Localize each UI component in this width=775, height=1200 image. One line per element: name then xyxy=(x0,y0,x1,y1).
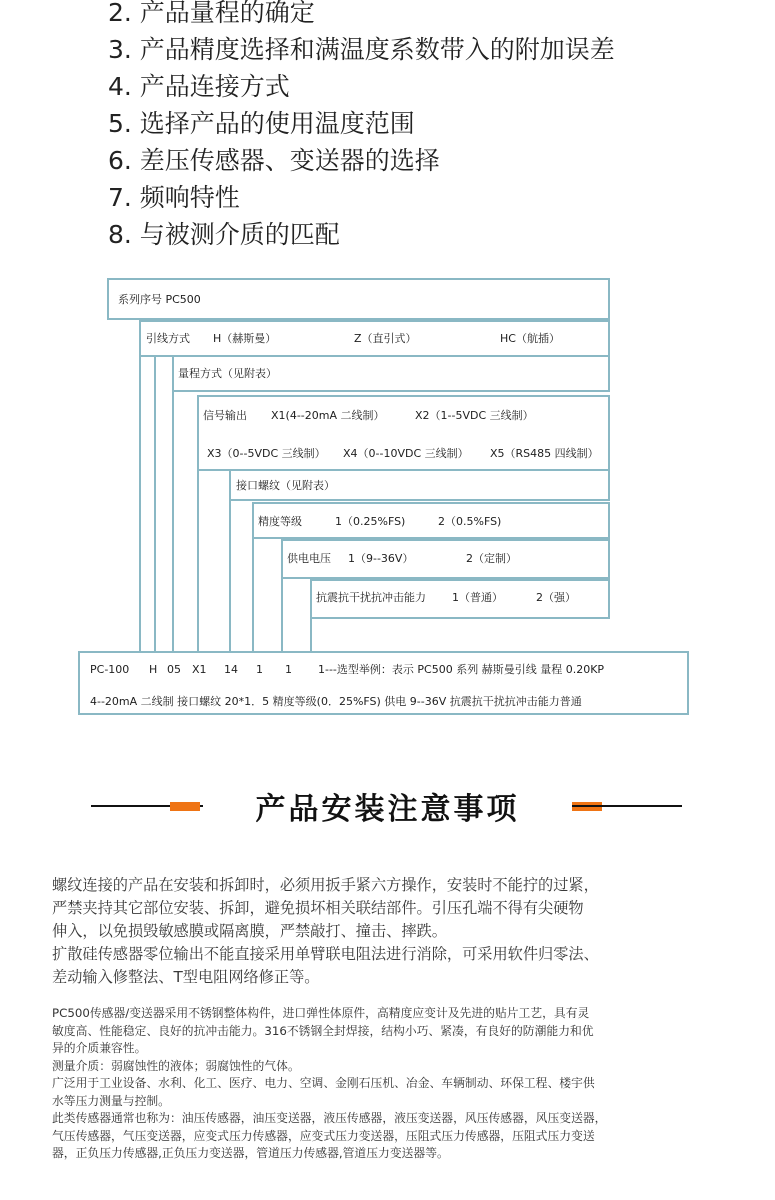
text-line: 伸入，以免损毁敏感膜或隔离膜，严禁敲打、撞击、摔跌。 xyxy=(52,922,447,940)
text-line: 气压传感器，气压变送器，应变式压力传感器，应变式压力变送器，压阻式压力传感器，压阻式压力变送 xyxy=(52,1128,595,1143)
box-power xyxy=(282,540,609,578)
lead-option: HC（航插） xyxy=(500,332,560,345)
text-line: 异的介质兼容性。 xyxy=(52,1041,147,1055)
shock-option: 2（强） xyxy=(536,591,576,604)
example-code: 1 xyxy=(256,663,263,676)
text-line: 测量介质：弱腐蚀性的液体；弱腐蚀性的气体。 xyxy=(52,1058,300,1073)
product-description xyxy=(52,1005,742,1163)
power-option: 1（9--36V） xyxy=(348,552,414,565)
example-description: 1---选型举例：表示 PC500 系列 赫斯曼引线 量程 0.20KP xyxy=(318,663,605,676)
lead-option: Z（直引式） xyxy=(354,332,417,345)
install-notes xyxy=(52,874,742,989)
signal-option: X2（1--5VDC 三线制） xyxy=(415,409,534,422)
divider-right xyxy=(572,805,682,807)
text-line: 此类传感器通常也称为：油压传感器，油压变送器，液压传感器，液压变送器，风压传感器，风压变送器， xyxy=(52,1111,607,1125)
text-line: 器，正负压力传感器,正负压力变送器，管道压力传感器,管道压力变送器等。 xyxy=(52,1146,449,1160)
list-item: 4. 产品连接方式 xyxy=(108,72,290,101)
list-item: 5. 选择产品的使用温度范围 xyxy=(108,109,415,138)
example-code: 1 xyxy=(285,663,292,676)
lead-option: H（赫斯曼） xyxy=(213,332,277,345)
list-item: 7. 频响特性 xyxy=(108,183,240,212)
text-line: 严禁夹持其它部位安装、拆卸，避免损坏相关联结部件。引压孔端不得有尖硬物 xyxy=(52,899,584,917)
text-line: 广泛用于工业设备、水利、化工、医疗、电力、空调、金刚石压机、冶金、车辆制动、环保工程、楼宇供 xyxy=(52,1076,595,1090)
list-item: 2. 产品量程的确定 xyxy=(108,0,315,27)
example-code: H xyxy=(149,663,158,676)
box-accuracy xyxy=(253,503,609,538)
list-item: 6. 差压传感器、变送器的选择 xyxy=(108,146,440,175)
range-label: 量程方式（见附表） xyxy=(178,367,277,380)
accuracy-label: 精度等级 xyxy=(258,515,302,528)
section-title: 产品安装注意事项 xyxy=(255,792,520,827)
text-line: 扩散硅传感器零位输出不能直接采用单臂联电阻法进行消除，可采用软件归零法、 xyxy=(52,945,599,963)
accuracy-option: 2（0.5%FS) xyxy=(438,515,502,528)
shock-option: 1（普通） xyxy=(452,591,503,604)
example-description: 4--20mA 二线制 接口螺纹 20*1．5 精度等级(0．25%FS) 供电 9--36V 抗震抗干扰抗冲击能力普通 xyxy=(90,695,582,708)
example-code: PC-100 xyxy=(90,663,130,676)
signal-option: X4（0--10VDC 三线制） xyxy=(343,447,469,460)
list-item: 3. 产品精度选择和满温度系数带入的附加误差 xyxy=(108,35,615,64)
example-code: 05 xyxy=(167,663,181,676)
signal-label: 信号输出 xyxy=(203,409,247,422)
lead-label: 引线方式 xyxy=(146,332,190,345)
thread-label: 接口螺纹（见附表） xyxy=(236,479,335,492)
signal-option: X1(4--20mA 二线制） xyxy=(271,409,385,422)
text-line: 水等压力测量与控制。 xyxy=(52,1093,170,1108)
text-line: 差动输入修整法、T型电阻网络修正等。 xyxy=(52,968,320,986)
text-line: 螺纹连接的产品在安装和拆卸时，必须用扳手紧六方操作，安装时不能拧的过紧， xyxy=(52,876,599,894)
list-item: 8. 与被测介质的匹配 xyxy=(108,220,340,249)
signal-option: X5（RS485 四线制） xyxy=(490,447,599,460)
text-line: 敏度高、性能稳定、良好的抗冲击能力。316不锈钢全封焊接，结构小巧、紧凑，有良好的防潮能力和优 xyxy=(52,1023,594,1038)
series-label: 系列序号 PC500 xyxy=(118,293,201,306)
power-option: 2（定制） xyxy=(466,552,517,565)
accuracy-option: 1（0.25%FS) xyxy=(335,515,406,528)
power-label: 供电电压 xyxy=(287,552,331,565)
signal-option: X3（0--5VDC 三线制） xyxy=(207,447,326,460)
text-line: PC500传感器/变送器采用不锈钢整体构件，进口弹性体原件，高精度应变计及先进的贴片工艺，具有灵 xyxy=(52,1006,590,1020)
example-code: X1 xyxy=(192,663,207,676)
example-code: 14 xyxy=(224,663,238,676)
shock-label: 抗震抗干扰抗冲击能力 xyxy=(316,591,426,604)
